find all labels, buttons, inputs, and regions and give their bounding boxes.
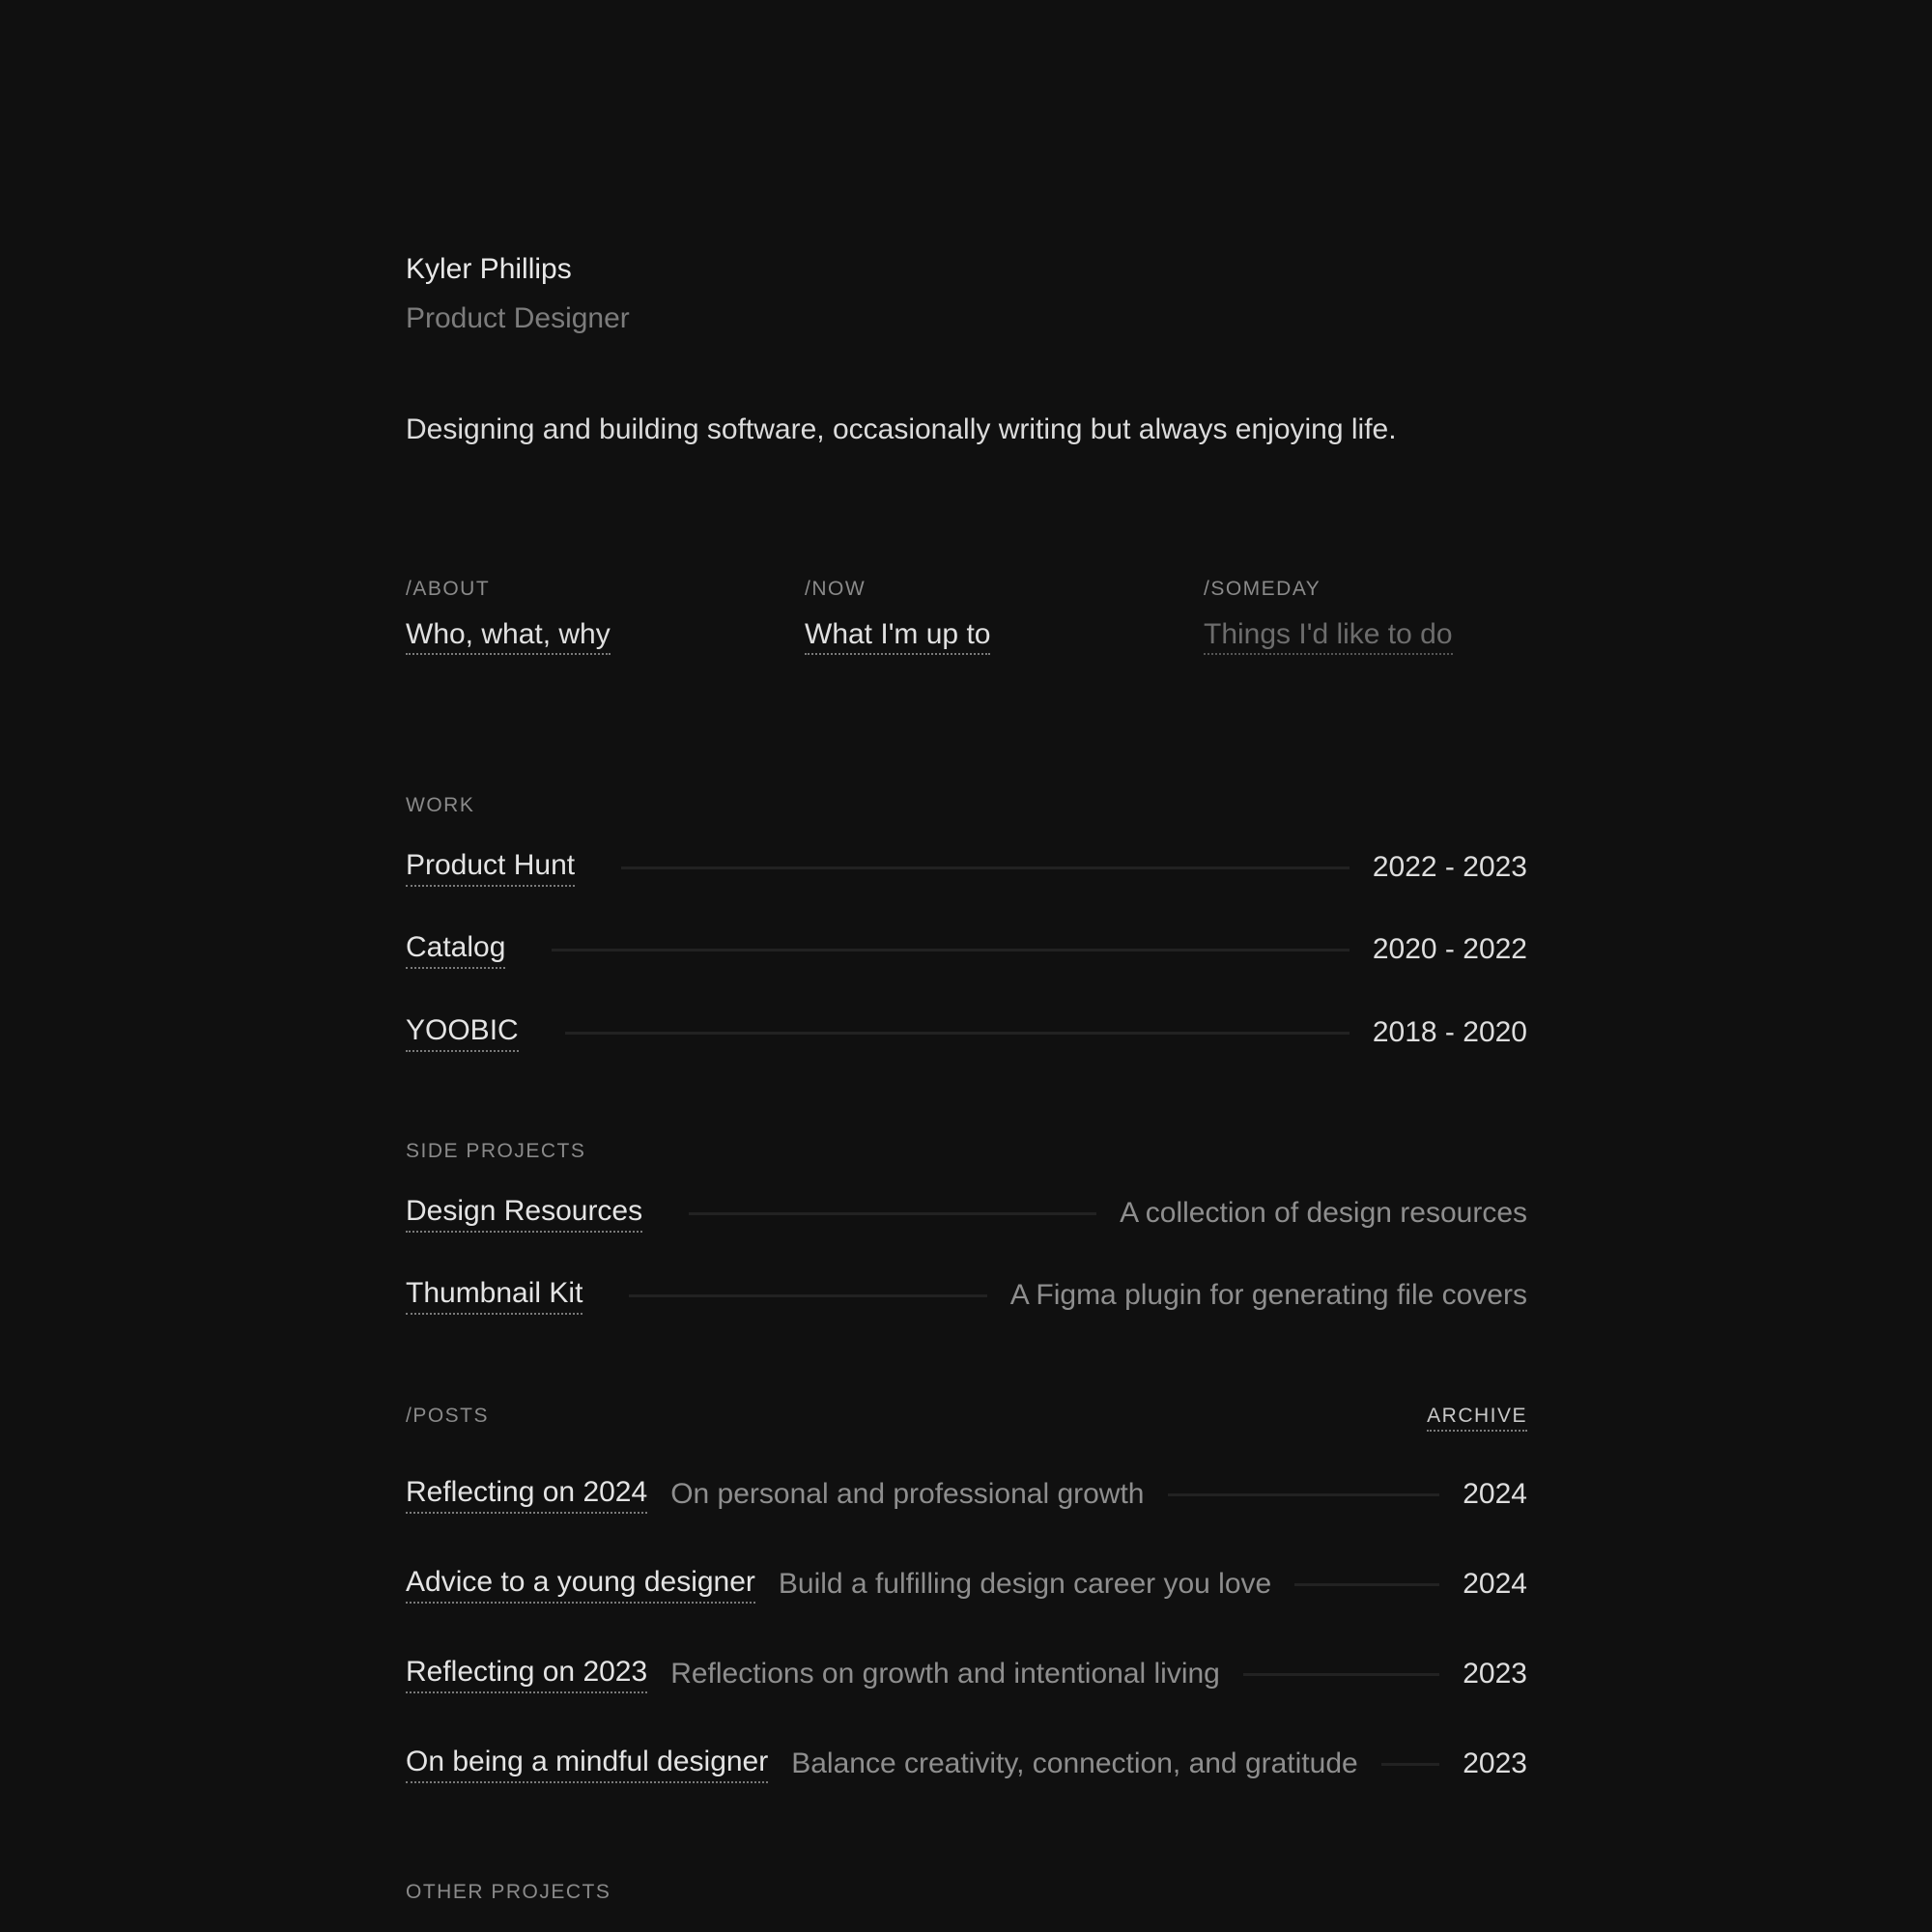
post-row xyxy=(406,1473,1527,1516)
work-section-label: WORK xyxy=(406,794,475,816)
work-item-link[interactable]: Product Hunt xyxy=(406,849,575,887)
work-row xyxy=(406,928,1527,971)
side-project-row xyxy=(406,1274,1527,1317)
nav-someday-link[interactable]: Things I'd like to do xyxy=(1204,618,1453,655)
profile-tagline: Designing and building software, occasionally writing but always enjoying life. xyxy=(406,413,1397,445)
side-project-description: A Figma plugin for generating file covers xyxy=(1009,1279,1527,1311)
post-summary: On personal and professional growth xyxy=(670,1478,1145,1510)
post-row xyxy=(406,1563,1527,1605)
work-row xyxy=(406,1011,1527,1054)
other-projects-section-label: OTHER PROJECTS xyxy=(406,1881,611,1903)
post-row xyxy=(406,1743,1527,1785)
nav-about-label: /ABOUT xyxy=(406,578,491,600)
post-summary: Reflections on growth and intentional living xyxy=(670,1658,1220,1690)
nav-someday xyxy=(1204,578,1453,655)
post-year: 2023 xyxy=(1463,1747,1527,1779)
nav-now xyxy=(805,578,990,655)
post-summary: Build a fulfilling design career you love xyxy=(778,1568,1272,1600)
row-divider-line xyxy=(1168,1493,1440,1496)
nav-now-label: /NOW xyxy=(805,578,867,600)
row-divider-line xyxy=(689,1212,1096,1215)
archive-link[interactable]: ARCHIVE xyxy=(1427,1405,1527,1432)
work-item-years: 2022 - 2023 xyxy=(1372,851,1527,883)
nav-someday-label: /SOMEDAY xyxy=(1204,578,1321,600)
side-project-description: A collection of design resources xyxy=(1120,1197,1527,1229)
nav-about xyxy=(406,578,611,655)
work-item-link[interactable]: Catalog xyxy=(406,931,505,969)
post-title-link[interactable]: Reflecting on 2024 xyxy=(406,1476,647,1514)
post-title-link[interactable]: Advice to a young designer xyxy=(406,1566,755,1604)
row-divider-line xyxy=(621,867,1350,869)
post-summary: Balance creativity, connection, and gratitude xyxy=(791,1747,1358,1779)
row-divider-line xyxy=(1243,1673,1439,1676)
post-year: 2024 xyxy=(1463,1478,1527,1510)
nav-about-link[interactable]: Who, what, why xyxy=(406,618,611,655)
post-title-link[interactable]: On being a mindful designer xyxy=(406,1746,768,1783)
row-divider-line xyxy=(1381,1763,1440,1766)
posts-section-label: /POSTS xyxy=(406,1405,490,1427)
work-item-years: 2018 - 2020 xyxy=(1372,1016,1527,1048)
profile-name: Kyler Phillips xyxy=(406,253,572,285)
side-project-row xyxy=(406,1192,1527,1235)
nav-now-link[interactable]: What I'm up to xyxy=(805,618,990,655)
row-divider-line xyxy=(565,1032,1350,1035)
side-project-link[interactable]: Thumbnail Kit xyxy=(406,1277,582,1315)
side-projects-section-label: SIDE PROJECTS xyxy=(406,1140,586,1162)
row-divider-line xyxy=(552,949,1349,952)
post-row xyxy=(406,1653,1527,1695)
row-divider-line xyxy=(1294,1583,1439,1586)
work-row xyxy=(406,846,1527,889)
profile-role: Product Designer xyxy=(406,302,630,334)
work-item-link[interactable]: YOOBIC xyxy=(406,1014,519,1052)
post-year: 2024 xyxy=(1463,1568,1527,1600)
post-title-link[interactable]: Reflecting on 2023 xyxy=(406,1656,647,1693)
post-year: 2023 xyxy=(1463,1658,1527,1690)
side-project-link[interactable]: Design Resources xyxy=(406,1195,642,1233)
work-item-years: 2020 - 2022 xyxy=(1372,933,1527,965)
row-divider-line xyxy=(629,1294,986,1297)
